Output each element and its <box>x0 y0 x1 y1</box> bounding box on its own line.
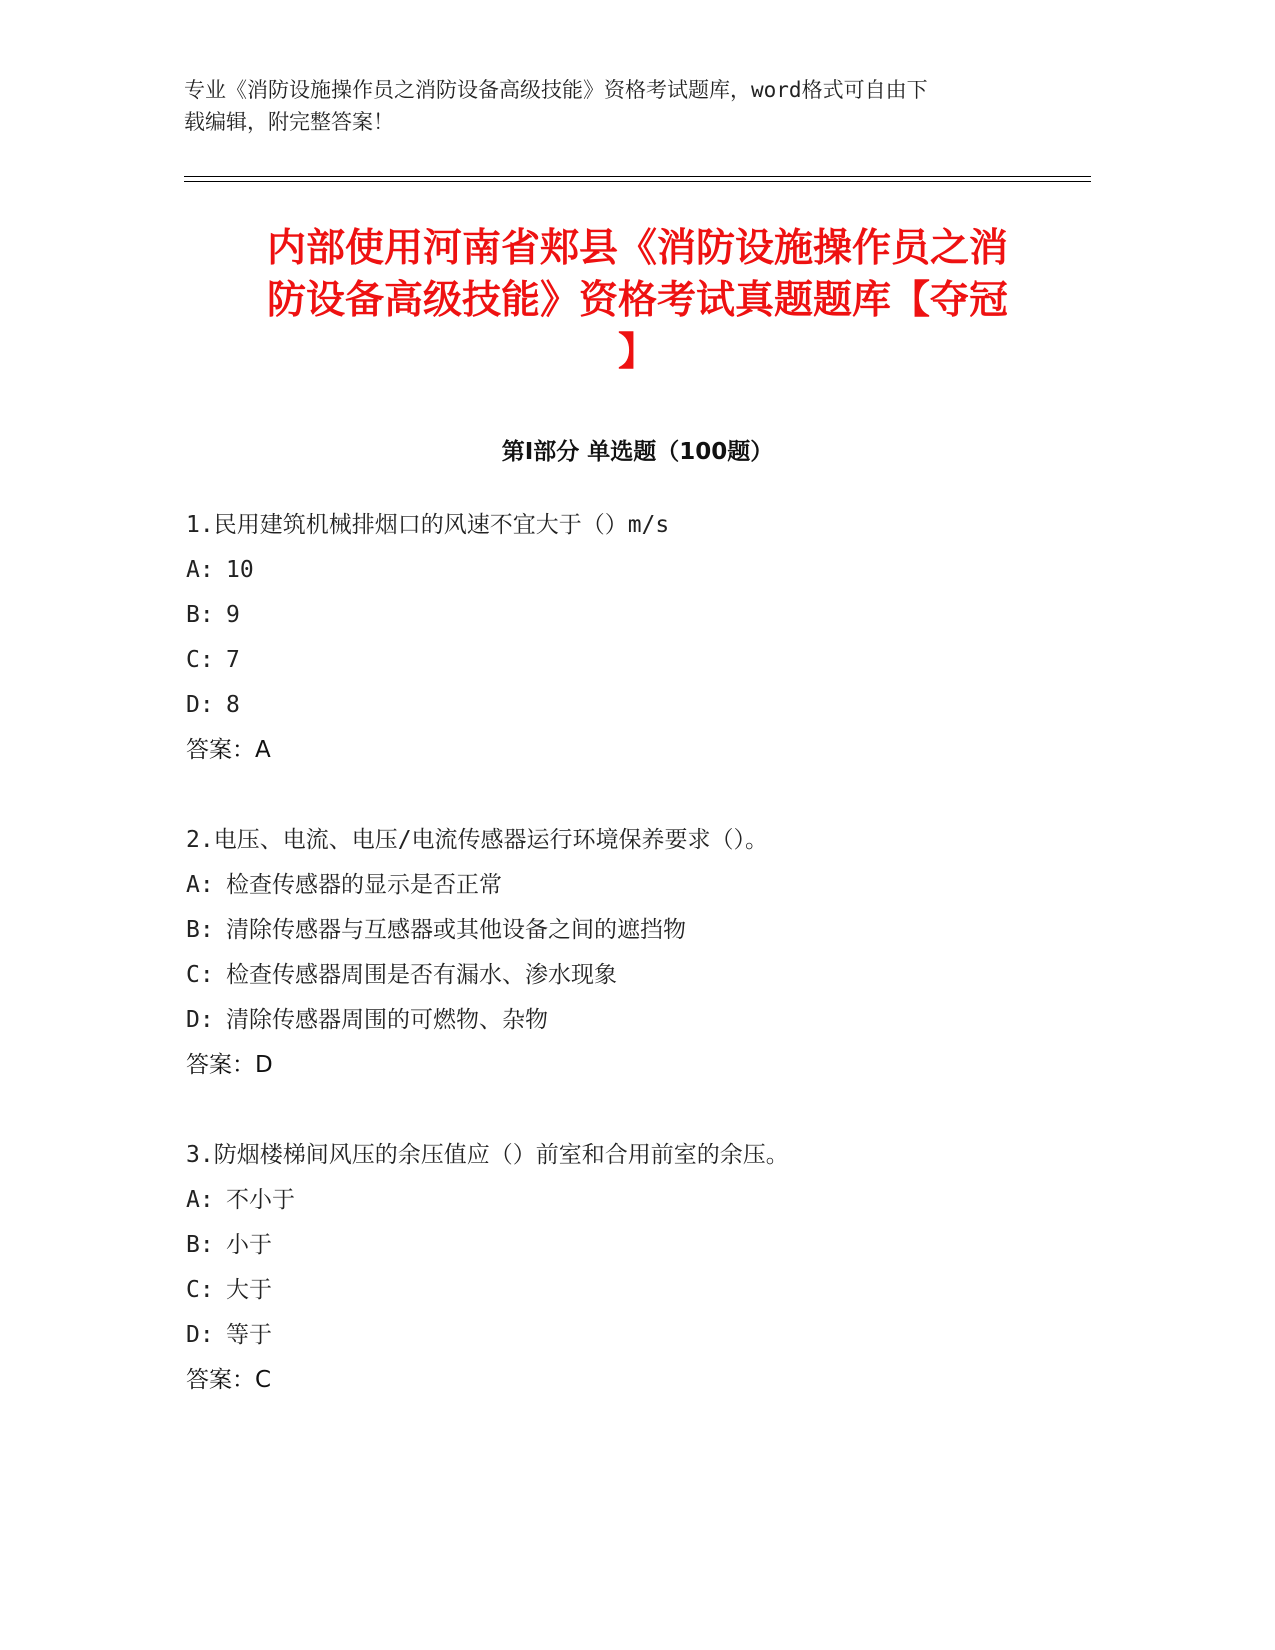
option-letter: A: <box>186 557 214 583</box>
option-letter: A: <box>186 1187 214 1213</box>
option-text: 9 <box>226 602 240 628</box>
option-text: 不小于 <box>226 1187 295 1213</box>
option-text: 清除传感器与互感器或其他设备之间的遮挡物 <box>226 917 686 943</box>
option-c <box>186 1268 1086 1313</box>
header-divider-bottom <box>184 181 1091 182</box>
option-text: 等于 <box>226 1322 272 1348</box>
option-letter: D: <box>186 1322 214 1348</box>
option-letter: A: <box>186 872 214 898</box>
intro-line-2: 载编辑，附完整答案！ <box>184 110 394 134</box>
answer: 答案：C <box>186 1367 272 1393</box>
option-b <box>186 908 1086 953</box>
option-text: 7 <box>226 647 240 673</box>
option-a <box>186 1178 1086 1223</box>
question-stem: 1.民用建筑机械排烟口的风速不宜大于（）m/s <box>186 512 670 538</box>
option-text: 检查传感器的显示是否正常 <box>226 872 502 898</box>
option-letter: B: <box>186 917 214 943</box>
option-d <box>186 998 1086 1043</box>
option-letter: C: <box>186 647 214 673</box>
option-letter: D: <box>186 692 214 718</box>
document-intro <box>184 74 1064 138</box>
option-d <box>186 683 1086 728</box>
answer: 答案：D <box>186 1052 273 1078</box>
option-text: 清除传感器周围的可燃物、杂物 <box>226 1007 548 1033</box>
option-text: 8 <box>226 692 240 718</box>
answer: 答案：A <box>186 737 271 763</box>
question-1 <box>186 503 1086 773</box>
option-a <box>186 548 1086 593</box>
option-letter: C: <box>186 1277 214 1303</box>
title-line-3: 】 <box>617 330 657 375</box>
option-letter: B: <box>186 1232 214 1258</box>
option-c <box>186 638 1086 683</box>
option-a <box>186 863 1086 908</box>
option-b <box>186 593 1086 638</box>
intro-line-1: 专业《消防设施操作员之消防设备高级技能》资格考试题库，word格式可自由下 <box>184 78 928 102</box>
header-divider-top <box>184 176 1091 177</box>
option-text: 小于 <box>226 1232 272 1258</box>
title-line-2: 防设备高级技能》资格考试真题题库【夺冠 <box>266 278 1008 323</box>
question-2 <box>186 818 1086 1088</box>
option-text: 大于 <box>226 1277 272 1303</box>
section-heading: 第Ⅰ部分 单选题（100题） <box>501 439 774 465</box>
option-b <box>186 1223 1086 1268</box>
question-stem: 3.防烟楼梯间风压的余压值应（）前室和合用前室的余压。 <box>186 1142 789 1168</box>
option-text: 10 <box>226 557 254 583</box>
question-stem: 2.电压、电流、电压/电流传感器运行环境保养要求（）。 <box>186 827 769 853</box>
option-d <box>186 1313 1086 1358</box>
question-3 <box>186 1133 1086 1403</box>
option-c <box>186 953 1086 998</box>
document-title <box>184 223 1091 379</box>
option-text: 检查传感器周围是否有漏水、渗水现象 <box>226 962 617 988</box>
option-letter: B: <box>186 602 214 628</box>
title-line-1: 内部使用河南省郏县《消防设施操作员之消 <box>266 226 1008 271</box>
option-letter: D: <box>186 1007 214 1033</box>
option-letter: C: <box>186 962 214 988</box>
